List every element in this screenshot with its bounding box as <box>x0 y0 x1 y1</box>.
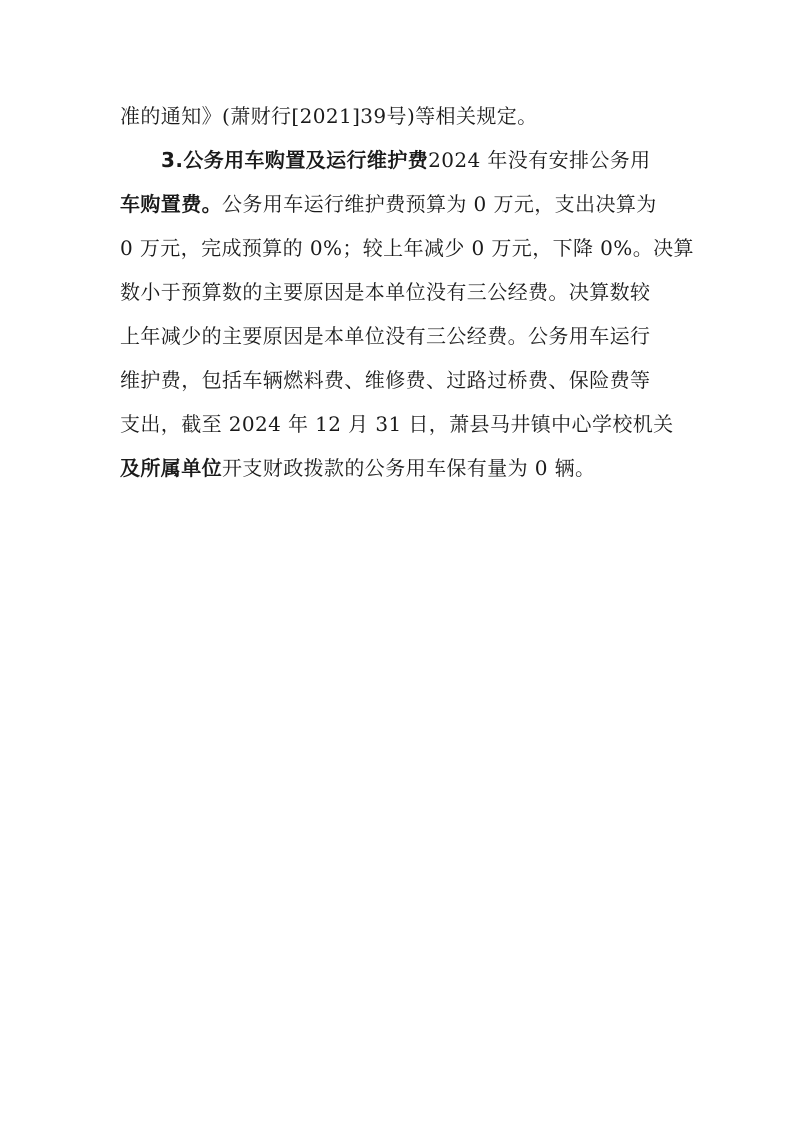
intro-text: 准的通知》(萧财行[2021]39号)等相关规定。 <box>120 104 538 128</box>
text-line <box>120 450 680 486</box>
text-line <box>161 142 680 178</box>
body-text: 2024 年没有安排公务用 <box>428 148 651 172</box>
text-line <box>120 318 680 354</box>
section-heading: 3.公务用车购置及运行维护费 <box>161 148 429 172</box>
text-line <box>120 406 680 442</box>
text-line <box>120 362 680 398</box>
bold-phrase: 车购置费。 <box>120 192 222 216</box>
body-text: 开支财政拨款的公务用车保有量为 0 辆。 <box>222 456 596 480</box>
body-text: 0 万元，完成预算的 0%；较上年减少 0 万元，下降 0%。决算 <box>120 236 694 260</box>
text-line <box>120 274 680 310</box>
bold-phrase: 及所属单位 <box>120 456 222 480</box>
text-line <box>120 230 694 266</box>
body-text: 维护费，包括车辆燃料费、维修费、过路过桥费、保险费等 <box>120 368 651 392</box>
body-text: 支出，截至 2024 年 12 月 31 日，萧县马井镇中心学校机关 <box>120 412 674 436</box>
body-text: 公务用车运行维护费预算为 0 万元，支出决算为 <box>222 192 657 216</box>
text-line <box>120 98 680 134</box>
text-line <box>120 186 680 222</box>
body-text: 数小于预算数的主要原因是本单位没有三公经费。决算数较 <box>120 280 651 304</box>
body-text: 上年减少的主要原因是本单位没有三公经费。公务用车运行 <box>120 324 651 348</box>
